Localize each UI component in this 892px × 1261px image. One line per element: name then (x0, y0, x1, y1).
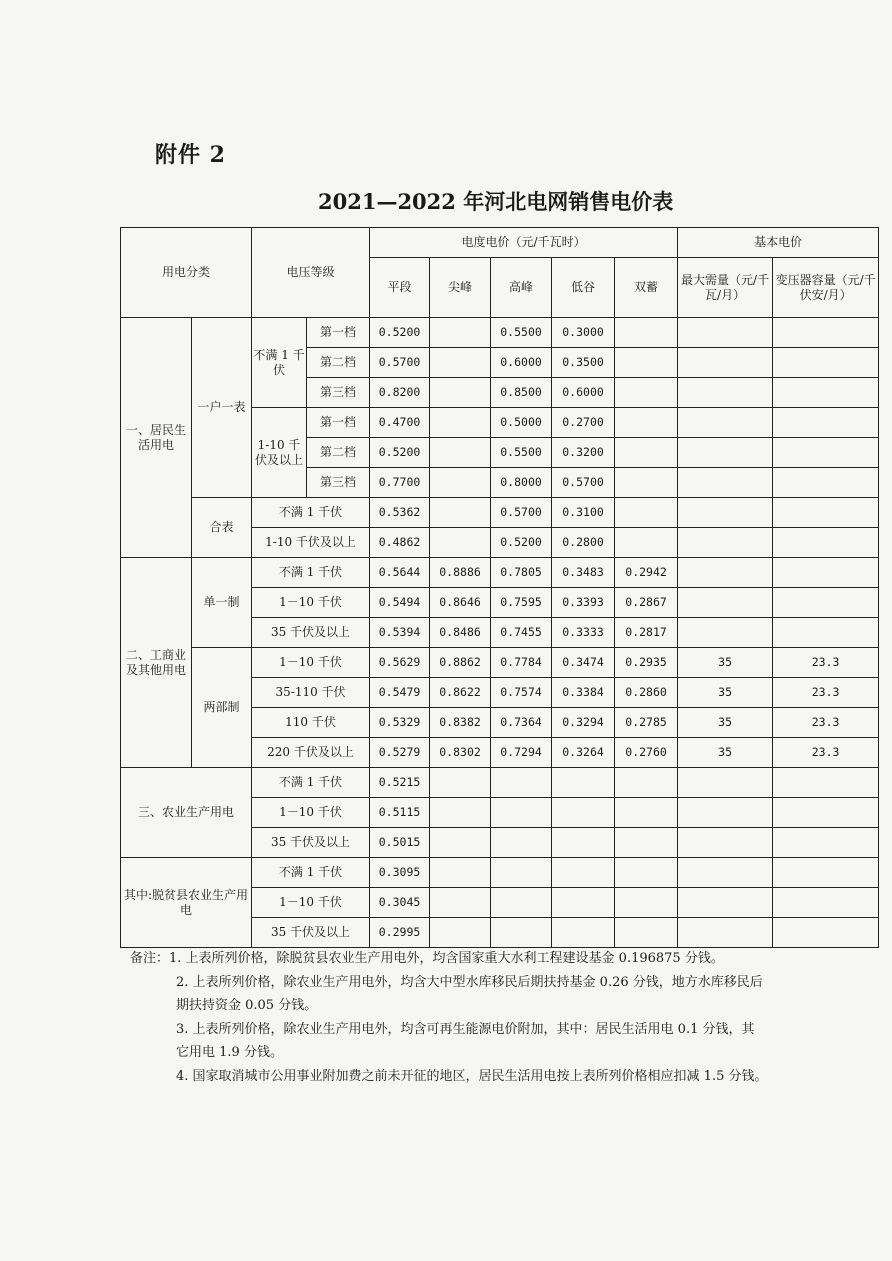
table-row (121, 648, 879, 678)
cell (430, 918, 491, 948)
attachment-label: 附件 2 (155, 142, 226, 168)
header-valley: 低谷 (552, 258, 615, 318)
cell: 0.7805 (491, 558, 552, 588)
cell: 0.5700 (370, 348, 430, 378)
cell (615, 768, 678, 798)
cell: 0.7455 (491, 618, 552, 648)
cell: 0.3000 (552, 318, 615, 348)
cell: 0.3474 (552, 648, 615, 678)
cell: 0.2860 (615, 678, 678, 708)
cell (552, 798, 615, 828)
cell: 0.3333 (552, 618, 615, 648)
cell (552, 768, 615, 798)
cell (773, 588, 879, 618)
cell: 35 (678, 708, 773, 738)
cell (773, 498, 879, 528)
cell (491, 768, 552, 798)
voltage-label: 35 千伏及以上 (252, 618, 370, 648)
cell (678, 828, 773, 858)
cell (430, 348, 491, 378)
cell (615, 318, 678, 348)
cell: 0.2867 (615, 588, 678, 618)
cell (615, 528, 678, 558)
cell (491, 828, 552, 858)
cell: 0.5115 (370, 798, 430, 828)
cell (615, 918, 678, 948)
cell: 0.7364 (491, 708, 552, 738)
table-row (121, 498, 879, 528)
cell (678, 318, 773, 348)
cell (678, 438, 773, 468)
cell: 35 (678, 678, 773, 708)
cell: 0.2800 (552, 528, 615, 558)
header-sharp: 尖峰 (430, 258, 491, 318)
cell (430, 408, 491, 438)
cell: 0.8200 (370, 378, 430, 408)
cell (678, 768, 773, 798)
document-title: 2021—2022 年河北电网销售电价表 (318, 189, 674, 214)
cell: 0.2935 (615, 648, 678, 678)
cell (615, 378, 678, 408)
cell (615, 348, 678, 378)
cell: 0.3393 (552, 588, 615, 618)
tier-label: 第三档 (307, 468, 370, 498)
cell (773, 798, 879, 828)
header-max-demand: 最大需量（元/千瓦/月） (678, 258, 773, 318)
cell (430, 798, 491, 828)
note-1: 备注：1. 上表所列价格，除脱贫县农业生产用电外，均含国家重大水利工程建设基金 0.196875 分钱。 (130, 951, 724, 966)
cell: 0.5500 (491, 318, 552, 348)
cell: 0.2760 (615, 738, 678, 768)
tier-label: 第二档 (307, 438, 370, 468)
cell (773, 348, 879, 378)
cell (430, 528, 491, 558)
cell (491, 918, 552, 948)
table-row (121, 558, 879, 588)
cell (615, 888, 678, 918)
cell (430, 468, 491, 498)
voltage-label: 110 千伏 (252, 708, 370, 738)
voltage-label: 1－10 千伏 (252, 588, 370, 618)
cell: 0.2785 (615, 708, 678, 738)
cell (430, 858, 491, 888)
cell: 0.5644 (370, 558, 430, 588)
header-peak: 高峰 (491, 258, 552, 318)
cell: 0.5215 (370, 768, 430, 798)
cell (430, 768, 491, 798)
cell: 0.5629 (370, 648, 430, 678)
cell: 0.8500 (491, 378, 552, 408)
cell (773, 828, 879, 858)
group-single: 单一制 (192, 558, 252, 648)
cell (615, 798, 678, 828)
note-2-cont: 期扶持资金 0.05 分钱。 (176, 998, 318, 1013)
note-3: 3. 上表所列价格，除农业生产用电外，均含可再生能源电价附加，其中：居民生活用电 0.1 分钱，其 (176, 1021, 755, 1037)
notes (130, 947, 880, 1088)
cell (678, 378, 773, 408)
group-residential: 一、居民生活用电 (121, 318, 192, 558)
cell: 0.5200 (491, 528, 552, 558)
cell: 0.6000 (491, 348, 552, 378)
cell (552, 828, 615, 858)
cell: 0.8862 (430, 648, 491, 678)
price-table (120, 227, 879, 948)
group-one-household: 一户一表 (192, 318, 252, 498)
voltage-label: 1－10 千伏 (252, 798, 370, 828)
cell: 35 (678, 648, 773, 678)
cell (678, 798, 773, 828)
table-row (121, 768, 879, 798)
tier-label: 第三档 (307, 378, 370, 408)
voltage-lt1kv: 不满 1 千伏 (252, 318, 307, 408)
cell: 0.4700 (370, 408, 430, 438)
cell: 0.5500 (491, 438, 552, 468)
cell (430, 378, 491, 408)
voltage-label: 220 千伏及以上 (252, 738, 370, 768)
cell: 0.3095 (370, 858, 430, 888)
cell (615, 408, 678, 438)
voltage-label: 不满 1 千伏 (252, 858, 370, 888)
cell (773, 438, 879, 468)
cell (773, 528, 879, 558)
header-voltage: 电压等级 (252, 228, 370, 318)
voltage-label: 1－10 千伏 (252, 888, 370, 918)
cell (678, 588, 773, 618)
cell (773, 468, 879, 498)
voltage-label: 35 千伏及以上 (252, 918, 370, 948)
cell (552, 888, 615, 918)
cell: 0.8382 (430, 708, 491, 738)
tier-label: 第二档 (307, 348, 370, 378)
header-basic-price: 基本电价 (678, 228, 879, 258)
cell: 0.7700 (370, 468, 430, 498)
cell: 23.3 (773, 678, 879, 708)
cell: 0.8486 (430, 618, 491, 648)
cell (773, 618, 879, 648)
cell: 0.3264 (552, 738, 615, 768)
cell (678, 528, 773, 558)
group-agri: 三、农业生产用电 (121, 768, 252, 858)
cell: 23.3 (773, 738, 879, 768)
cell (615, 858, 678, 888)
cell (491, 858, 552, 888)
cell: 0.7294 (491, 738, 552, 768)
note-2: 2. 上表所列价格，除农业生产用电外，均含大中型水库移民后期扶持基金 0.26 分钱，地方水库移民后 (176, 974, 763, 990)
header-energy-price: 电度电价（元/千瓦时） (370, 228, 678, 258)
cell: 0.5200 (370, 318, 430, 348)
cell: 0.3483 (552, 558, 615, 588)
cell: 0.5700 (552, 468, 615, 498)
cell: 0.7595 (491, 588, 552, 618)
cell (678, 918, 773, 948)
cell (678, 468, 773, 498)
cell (615, 828, 678, 858)
header-transformer: 变压器容量（元/千伏安/月） (773, 258, 879, 318)
cell: 0.3384 (552, 678, 615, 708)
cell: 0.3200 (552, 438, 615, 468)
cell: 0.5000 (491, 408, 552, 438)
cell (430, 318, 491, 348)
cell (678, 408, 773, 438)
cell: 0.6000 (552, 378, 615, 408)
cell (552, 918, 615, 948)
cell: 0.2700 (552, 408, 615, 438)
cell: 35 (678, 738, 773, 768)
cell: 0.5015 (370, 828, 430, 858)
table-row (121, 318, 879, 348)
voltage-label: 不满 1 千伏 (252, 768, 370, 798)
cell (773, 558, 879, 588)
cell (678, 618, 773, 648)
cell (773, 918, 879, 948)
cell (430, 438, 491, 468)
cell (491, 888, 552, 918)
cell: 0.5200 (370, 438, 430, 468)
group-combined: 合表 (192, 498, 252, 558)
voltage-label: 35-110 千伏 (252, 678, 370, 708)
cell (773, 408, 879, 438)
cell (678, 498, 773, 528)
cell: 0.2817 (615, 618, 678, 648)
cell: 0.5700 (491, 498, 552, 528)
cell: 0.8622 (430, 678, 491, 708)
voltage-label: 1－10 千伏 (252, 648, 370, 678)
cell (773, 318, 879, 348)
cell: 0.5494 (370, 588, 430, 618)
cell (615, 498, 678, 528)
cell (615, 468, 678, 498)
cell: 0.2995 (370, 918, 430, 948)
group-poverty: 其中:脱贫县农业生产用电 (121, 858, 252, 948)
cell (678, 558, 773, 588)
cell: 0.8302 (430, 738, 491, 768)
cell (773, 888, 879, 918)
cell (491, 798, 552, 828)
tier-label: 第一档 (307, 318, 370, 348)
cell: 0.5362 (370, 498, 430, 528)
group-twopart: 两部制 (192, 648, 252, 768)
cell: 0.3500 (552, 348, 615, 378)
cell: 0.8886 (430, 558, 491, 588)
cell: 0.5394 (370, 618, 430, 648)
voltage-label: 35 千伏及以上 (252, 828, 370, 858)
voltage-label: 不满 1 千伏 (252, 498, 370, 528)
voltage-label: 1-10 千伏及以上 (252, 528, 370, 558)
cell (430, 498, 491, 528)
tier-label: 第一档 (307, 408, 370, 438)
cell: 0.8000 (491, 468, 552, 498)
cell: 0.5479 (370, 678, 430, 708)
cell: 0.7574 (491, 678, 552, 708)
cell (678, 348, 773, 378)
header-flat: 平段 (370, 258, 430, 318)
note-3-cont: 它用电 1.9 分钱。 (176, 1045, 283, 1060)
cell: 0.5329 (370, 708, 430, 738)
cell: 0.8646 (430, 588, 491, 618)
cell: 0.3294 (552, 708, 615, 738)
cell (773, 378, 879, 408)
header-row-1 (121, 228, 879, 258)
header-category: 用电分类 (121, 228, 252, 318)
cell (430, 828, 491, 858)
voltage-label: 不满 1 千伏 (252, 558, 370, 588)
voltage-1-10kv-up: 1-10 千伏及以上 (252, 408, 307, 498)
cell (430, 888, 491, 918)
cell: 0.2942 (615, 558, 678, 588)
cell: 0.3100 (552, 498, 615, 528)
cell (773, 858, 879, 888)
group-commercial: 二、工商业及其他用电 (121, 558, 192, 768)
cell: 0.5279 (370, 738, 430, 768)
header-storage: 双蓄 (615, 258, 678, 318)
cell (678, 888, 773, 918)
cell (678, 858, 773, 888)
cell: 23.3 (773, 708, 879, 738)
note-4: 4. 国家取消城市公用事业附加费之前未开征的地区，居民生活用电按上表所列价格相应扣减 1.5 分钱。 (176, 1068, 768, 1084)
cell (615, 438, 678, 468)
cell (773, 768, 879, 798)
cell (552, 858, 615, 888)
cell: 0.7784 (491, 648, 552, 678)
cell: 0.3045 (370, 888, 430, 918)
cell: 0.4862 (370, 528, 430, 558)
cell: 23.3 (773, 648, 879, 678)
table-row (121, 858, 879, 888)
